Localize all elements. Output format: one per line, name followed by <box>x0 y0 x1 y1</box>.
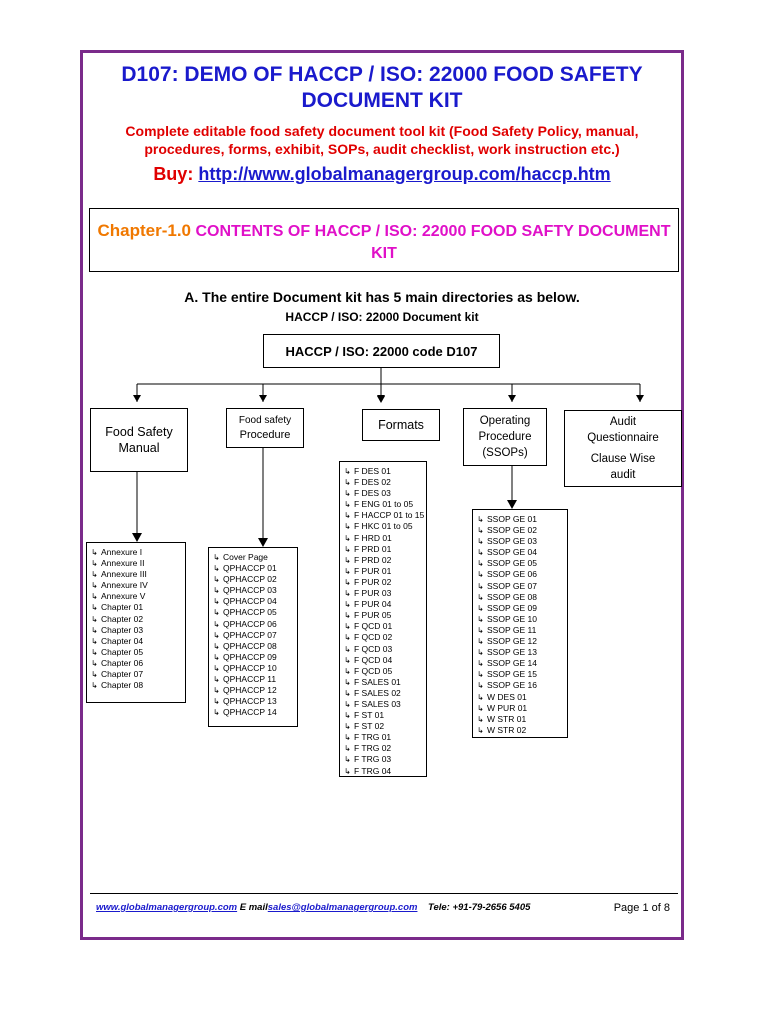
arrowhead-procedure-list <box>258 538 268 547</box>
list-item <box>213 663 297 674</box>
bullet-arrow-icon: ↳ <box>91 559 98 569</box>
bullet-arrow-icon: ↳ <box>344 644 351 654</box>
list-item <box>344 566 426 577</box>
list-item <box>477 714 567 725</box>
bullet-arrow-icon: ↳ <box>91 603 98 613</box>
bullet-arrow-icon: ↳ <box>477 537 484 547</box>
list-item <box>477 525 567 536</box>
bullet-arrow-icon: ↳ <box>477 725 484 735</box>
list-item-label: F PUR 03 <box>354 588 392 599</box>
bullet-arrow-icon: ↳ <box>344 755 351 765</box>
list-item <box>477 658 567 669</box>
list-item <box>344 721 426 732</box>
list-item <box>213 619 297 630</box>
bullet-arrow-icon: ↳ <box>213 697 220 707</box>
list-item <box>91 625 185 636</box>
list-item <box>344 688 426 699</box>
list-item-label: F PRD 02 <box>354 554 392 565</box>
list-item-label: Chapter 06 <box>101 657 144 668</box>
list-item-label: QPHACCP 10 <box>223 662 277 673</box>
list-item-label: Annexure IV <box>101 580 148 591</box>
list-item-label: SSOP GE 10 <box>487 613 537 624</box>
list-item <box>477 680 567 691</box>
bullet-arrow-icon: ↳ <box>213 686 220 696</box>
bullet-arrow-icon: ↳ <box>213 586 220 596</box>
list-item-label: F PRD 01 <box>354 543 392 554</box>
bullet-arrow-icon: ↳ <box>344 600 351 610</box>
bullet-arrow-icon: ↳ <box>91 592 98 602</box>
list-item-label: QPHACCP 09 <box>223 651 277 662</box>
bullet-arrow-icon: ↳ <box>344 555 351 565</box>
bullet-arrow-icon: ↳ <box>344 622 351 632</box>
list-item <box>477 514 567 525</box>
category-audit-line1: Audit <box>609 416 637 428</box>
list-item-label: F SALES 03 <box>354 698 401 709</box>
bullet-arrow-icon: ↳ <box>91 570 98 580</box>
list-item-label: SSOP GE 14 <box>487 658 537 669</box>
buy-link[interactable]: http://www.globalmanagergroup.com/haccp.htm <box>198 164 611 184</box>
list-item <box>477 558 567 569</box>
list-item <box>477 603 567 614</box>
intro-text: A. The entire Document kit has 5 main directories as below. <box>184 289 580 305</box>
bullet-arrow-icon: ↳ <box>477 714 484 724</box>
bullet-arrow-icon: ↳ <box>344 577 351 587</box>
bullet-arrow-icon: ↳ <box>477 603 484 613</box>
list-item-label: SSOP GE 16 <box>487 680 537 691</box>
category-audit-line2: Questionnaire <box>587 432 659 444</box>
arrowhead-procedure <box>259 395 267 402</box>
list-item-label: Cover Page <box>223 552 268 562</box>
list-item-label: SSOP GE 11 <box>487 624 537 635</box>
bullet-arrow-icon: ↳ <box>91 636 98 646</box>
category-sop-line3: (SSOPs) <box>482 447 528 459</box>
list-item-label: SSOP GE 02 <box>487 525 537 536</box>
bullet-arrow-icon: ↳ <box>344 533 351 543</box>
list-item <box>344 499 426 510</box>
list-item <box>344 599 426 610</box>
list-item <box>477 669 567 680</box>
bullet-arrow-icon: ↳ <box>344 688 351 698</box>
category-operating-procedure <box>463 408 547 466</box>
bullet-arrow-icon: ↳ <box>344 467 351 476</box>
bullet-arrow-icon: ↳ <box>477 681 484 691</box>
list-item-label: F DES 02 <box>354 477 391 488</box>
list-item <box>477 636 567 647</box>
list-item-label: Annexure III <box>101 569 147 580</box>
list-item-label: F DES 03 <box>354 488 391 499</box>
list-item <box>91 658 185 669</box>
list-item <box>344 521 426 532</box>
bullet-arrow-icon: ↳ <box>213 663 220 673</box>
list-item-label: F HKC 01 to 05 <box>354 521 413 532</box>
list-item-label: W STR 01 <box>487 713 527 724</box>
list-item-label: F ST 01 <box>354 710 385 721</box>
list-formats <box>339 461 427 777</box>
list-item <box>213 652 297 663</box>
bullet-arrow-icon: ↳ <box>477 570 484 580</box>
list-item-label: F SALES 01 <box>354 676 401 687</box>
document-title: D107: DEMO OF HACCP / ISO: 22000 FOOD SAFETY DOCUMENT KIT <box>121 63 643 112</box>
list-item-label: W DES 01 <box>487 691 527 702</box>
chapter-number: Chapter-1.0 <box>97 221 192 240</box>
list-item-label: QPHACCP 13 <box>223 696 277 707</box>
list-item <box>213 585 297 596</box>
list-item <box>344 621 426 632</box>
list-item-label: F PUR 04 <box>354 599 392 610</box>
list-item <box>213 596 297 607</box>
list-item <box>477 647 567 658</box>
list-item <box>91 591 185 602</box>
list-item <box>344 754 426 765</box>
bullet-arrow-icon: ↳ <box>344 666 351 676</box>
list-item-label: QPHACCP 04 <box>223 596 277 607</box>
list-item <box>91 580 185 591</box>
list-item-label: SSOP GE 07 <box>487 580 537 591</box>
list-item-label: F PUR 05 <box>354 610 392 621</box>
list-item-label: SSOP GE 15 <box>487 669 537 680</box>
footer-telephone: Tele: +91-79-2656 5405 <box>428 902 531 913</box>
list-item <box>477 625 567 636</box>
list-item-label: F TRG 04 <box>354 765 392 776</box>
bullet-arrow-icon: ↳ <box>344 711 351 721</box>
list-item-label: F TRG 03 <box>354 754 392 765</box>
bullet-arrow-icon: ↳ <box>477 559 484 569</box>
bullet-arrow-icon: ↳ <box>213 608 220 618</box>
bullet-arrow-icon: ↳ <box>344 611 351 621</box>
category-manual-line1: Food Safety <box>105 425 173 439</box>
bullet-arrow-icon: ↳ <box>91 670 98 680</box>
list-item-label: SSOP GE 06 <box>487 569 537 580</box>
bullet-arrow-icon: ↳ <box>344 655 351 665</box>
bullet-arrow-icon: ↳ <box>91 647 98 657</box>
list-item-label: Chapter 08 <box>101 680 144 691</box>
list-item-label: F ENG 01 to 05 <box>354 499 414 510</box>
list-item-label: F PUR 01 <box>354 565 392 576</box>
list-item-label: QPHACCP 02 <box>223 574 277 585</box>
list-item-label: F TRG 01 <box>354 732 392 743</box>
list-item <box>91 636 185 647</box>
list-item <box>344 699 426 710</box>
bullet-arrow-icon: ↳ <box>344 633 351 643</box>
bullet-arrow-icon: ↳ <box>213 708 220 718</box>
list-item <box>344 644 426 655</box>
list-item <box>344 677 426 688</box>
bullet-arrow-icon: ↳ <box>477 592 484 602</box>
bullet-arrow-icon: ↳ <box>91 681 98 691</box>
category-food-safety-procedure <box>226 408 304 448</box>
list-item-label: Chapter 07 <box>101 669 144 680</box>
bullet-arrow-icon: ↳ <box>477 526 484 536</box>
arrowhead-manual <box>133 395 141 402</box>
bullet-arrow-icon: ↳ <box>344 589 351 599</box>
list-item-label: QPHACCP 03 <box>223 585 277 596</box>
arrowhead-formats <box>377 395 385 402</box>
category-food-safety-manual <box>90 408 188 472</box>
arrowhead-manual-list <box>132 533 142 542</box>
list-item <box>344 743 426 754</box>
bullet-arrow-icon: ↳ <box>477 659 484 669</box>
category-audit-questionnaire <box>564 410 682 487</box>
bullet-arrow-icon: ↳ <box>344 733 351 743</box>
list-item <box>344 577 426 588</box>
list-item-label: QPHACCP 14 <box>223 707 277 718</box>
list-item-label: F TRG 02 <box>354 743 392 754</box>
list-item <box>477 569 567 580</box>
list-item-label: F QCD 04 <box>354 654 393 665</box>
category-audit-line4: audit <box>610 469 636 481</box>
list-item <box>91 680 185 691</box>
list-item <box>344 510 426 521</box>
list-item <box>477 725 567 736</box>
footer-website-link[interactable]: www.globalmanagergroup.com <box>96 902 238 913</box>
list-item-label: W STR 02 <box>487 724 527 735</box>
list-item-label: SSOP GE 12 <box>487 636 537 647</box>
category-formats-label: Formats <box>378 418 424 432</box>
list-item-label: SSOP GE 09 <box>487 602 537 613</box>
list-item <box>477 692 567 703</box>
bullet-arrow-icon: ↳ <box>477 625 484 635</box>
buy-label: Buy: <box>153 164 194 184</box>
footer-divider <box>90 893 678 894</box>
bullet-arrow-icon: ↳ <box>344 500 351 510</box>
bullet-arrow-icon: ↳ <box>477 670 484 680</box>
list-item <box>91 669 185 680</box>
list-item <box>344 477 426 488</box>
list-item-label: Chapter 03 <box>101 624 144 635</box>
list-item-label: Chapter 05 <box>101 646 144 657</box>
list-item-label: F DES 01 <box>354 466 391 476</box>
list-item-label: SSOP GE 03 <box>487 536 537 547</box>
list-item-label: QPHACCP 05 <box>223 607 277 618</box>
list-item-label: QPHACCP 07 <box>223 629 277 640</box>
list-item-label: W PUR 01 <box>487 702 528 713</box>
list-item-label: Chapter 02 <box>101 613 144 624</box>
bullet-arrow-icon: ↳ <box>477 648 484 658</box>
bullet-arrow-icon: ↳ <box>344 699 351 709</box>
list-item-label: F SALES 02 <box>354 687 401 698</box>
list-item-label: SSOP GE 01 <box>487 514 537 524</box>
list-item-label: QPHACCP 11 <box>223 674 277 685</box>
list-item <box>344 710 426 721</box>
list-item <box>91 647 185 658</box>
footer <box>96 902 676 913</box>
list-item <box>344 766 426 777</box>
list-item-label: SSOP GE 08 <box>487 591 537 602</box>
bullet-arrow-icon: ↳ <box>91 625 98 635</box>
bullet-arrow-icon: ↳ <box>91 658 98 668</box>
bullet-arrow-icon: ↳ <box>477 515 484 524</box>
bullet-arrow-icon: ↳ <box>477 637 484 647</box>
list-item-label: Annexure II <box>101 558 145 569</box>
bullet-arrow-icon: ↳ <box>477 614 484 624</box>
list-item <box>344 533 426 544</box>
category-sop-line1: Operating <box>479 415 531 427</box>
footer-email-label: E mail <box>239 902 268 913</box>
list-item-label: F PUR 02 <box>354 576 392 587</box>
list-item-label: SSOP GE 04 <box>487 547 537 558</box>
bullet-arrow-icon: ↳ <box>213 630 220 640</box>
list-item-label: Annexure V <box>101 591 146 602</box>
document-subtitle: Complete editable food safety document tool kit (Food Safety Policy, manual, procedures, forms, exhibit, SOPs, audit checklist, work instruction etc.) <box>125 123 639 157</box>
list-item <box>213 607 297 618</box>
list-item-label: Chapter 01 <box>101 602 144 613</box>
bullet-arrow-icon: ↳ <box>344 677 351 687</box>
bullet-arrow-icon: ↳ <box>91 548 98 557</box>
bullet-arrow-icon: ↳ <box>344 522 351 532</box>
list-item <box>344 544 426 555</box>
bullet-arrow-icon: ↳ <box>344 489 351 499</box>
list-item <box>213 674 297 685</box>
list-item <box>344 488 426 499</box>
bullet-arrow-icon: ↳ <box>91 581 98 591</box>
bullet-arrow-icon: ↳ <box>344 566 351 576</box>
category-procedure-line2: Procedure <box>239 428 291 441</box>
bullet-arrow-icon: ↳ <box>477 581 484 591</box>
list-item <box>213 563 297 574</box>
bullet-arrow-icon: ↳ <box>344 722 351 732</box>
list-item <box>213 707 297 718</box>
bullet-arrow-icon: ↳ <box>213 564 220 574</box>
list-procedure <box>208 547 298 727</box>
list-item-label: QPHACCP 08 <box>223 640 277 651</box>
arrowhead-sop-list <box>507 500 517 509</box>
category-sop-line2: Procedure <box>478 431 532 443</box>
bullet-arrow-icon: ↳ <box>344 766 351 776</box>
bullet-arrow-icon: ↳ <box>213 641 220 651</box>
list-item <box>213 574 297 585</box>
list-item <box>344 666 426 677</box>
arrowhead-sop <box>508 395 516 402</box>
footer-email-link[interactable]: sales@globalmanagergroup.com <box>267 902 418 913</box>
list-item-label: QPHACCP 12 <box>223 685 277 696</box>
list-item <box>213 685 297 696</box>
list-item-label: SSOP GE 13 <box>487 647 537 658</box>
list-item <box>477 581 567 592</box>
category-manual-line2: Manual <box>118 441 160 455</box>
list-manual <box>86 542 186 703</box>
category-formats <box>362 409 440 441</box>
list-item-label: F QCD 01 <box>354 621 393 632</box>
list-item-label: F QCD 05 <box>354 665 393 676</box>
list-item <box>477 547 567 558</box>
bullet-arrow-icon: ↳ <box>213 619 220 629</box>
bullet-arrow-icon: ↳ <box>91 614 98 624</box>
list-item <box>91 614 185 625</box>
list-item <box>344 632 426 643</box>
bullet-arrow-icon: ↳ <box>344 744 351 754</box>
page-number: Page 1 of 8 <box>613 902 670 914</box>
list-item <box>91 569 185 580</box>
category-audit-line3: Clause Wise <box>590 453 656 465</box>
bullet-arrow-icon: ↳ <box>477 703 484 713</box>
list-sop <box>472 509 568 738</box>
list-item-label: F ST 02 <box>354 721 385 732</box>
list-item-label: QPHACCP 06 <box>223 618 277 629</box>
list-item-label: QPHACCP 01 <box>223 563 277 574</box>
list-item <box>477 536 567 547</box>
bullet-arrow-icon: ↳ <box>213 652 220 662</box>
bullet-arrow-icon: ↳ <box>477 692 484 702</box>
list-item <box>213 630 297 641</box>
list-item <box>344 655 426 666</box>
list-item-label: F QCD 02 <box>354 632 393 643</box>
list-item-label: Annexure I <box>101 547 143 557</box>
list-item-label: F QCD 03 <box>354 643 393 654</box>
list-item <box>91 558 185 569</box>
bullet-arrow-icon: ↳ <box>477 548 484 558</box>
list-item <box>344 610 426 621</box>
bullet-arrow-icon: ↳ <box>213 675 220 685</box>
list-item-label: SSOP GE 05 <box>487 558 537 569</box>
root-node: HACCP / ISO: 22000 code D107 <box>263 334 500 368</box>
list-item <box>344 732 426 743</box>
bullet-arrow-icon: ↳ <box>344 544 351 554</box>
bullet-arrow-icon: ↳ <box>344 511 351 521</box>
list-item-label: F HACCP 01 to 15 <box>354 510 425 521</box>
bullet-arrow-icon: ↳ <box>213 575 220 585</box>
list-item <box>477 592 567 603</box>
list-item <box>213 552 297 563</box>
bullet-arrow-icon: ↳ <box>344 478 351 488</box>
list-item <box>91 547 185 558</box>
list-item-label: F HRD 01 <box>354 532 392 543</box>
list-item <box>477 703 567 714</box>
list-item <box>477 614 567 625</box>
list-item-label: Chapter 04 <box>101 635 144 646</box>
list-item <box>344 588 426 599</box>
list-item <box>213 641 297 652</box>
category-procedure-line1: Food safety <box>238 414 292 426</box>
bullet-arrow-icon: ↳ <box>213 553 220 562</box>
list-item <box>213 696 297 707</box>
list-item <box>344 555 426 566</box>
list-item <box>344 466 426 477</box>
list-item <box>91 602 185 613</box>
arrowhead-audit <box>636 395 644 402</box>
bullet-arrow-icon: ↳ <box>213 597 220 607</box>
kit-title: HACCP / ISO: 22000 Document kit <box>285 310 479 324</box>
chapter-title: CONTENTS OF HACCP / ISO: 22000 FOOD SAFTY DOCUMENT KIT <box>195 223 671 262</box>
